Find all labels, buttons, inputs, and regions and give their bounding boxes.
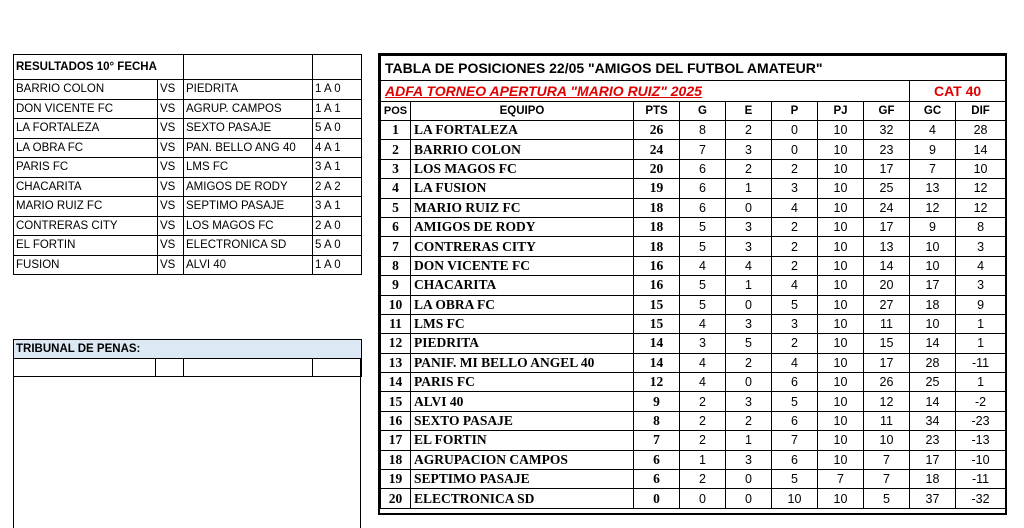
standing-gf: 11 (864, 314, 910, 333)
result-vs: VS (158, 177, 184, 197)
result-away-team: AGRUP. CAMPOS (184, 99, 313, 119)
standing-pj: 10 (818, 121, 864, 140)
standing-dif: 12 (956, 198, 1006, 217)
standing-p: 2 (772, 159, 818, 178)
result-score: 3 A 1 (313, 197, 362, 217)
standing-p: 4 (772, 276, 818, 295)
standing-team: SEPTIMO PASAJE (411, 470, 634, 489)
standing-pos: 13 (381, 353, 411, 372)
result-vs: VS (158, 236, 184, 256)
standing-e: 5 (726, 334, 772, 353)
result-row (14, 255, 362, 275)
standing-pos: 17 (381, 431, 411, 450)
standing-gf: 17 (864, 217, 910, 236)
standing-pj: 10 (818, 334, 864, 353)
standing-g: 4 (680, 373, 726, 392)
standing-gc: 18 (910, 470, 956, 489)
standing-p: 4 (772, 198, 818, 217)
standing-dif: 4 (956, 256, 1006, 275)
standing-p: 5 (772, 295, 818, 314)
standing-dif: -13 (956, 431, 1006, 450)
standing-gf: 17 (864, 353, 910, 372)
standing-gc: 25 (910, 373, 956, 392)
standing-dif: -32 (956, 489, 1006, 508)
standing-pj: 10 (818, 411, 864, 430)
standing-pj: 10 (818, 140, 864, 159)
standing-e: 3 (726, 314, 772, 333)
standing-e: 3 (726, 450, 772, 469)
standing-team: MARIO RUIZ FC (411, 198, 634, 217)
standing-row (381, 431, 1006, 450)
standing-row (381, 489, 1006, 508)
standing-team: LOS MAGOS FC (411, 159, 634, 178)
standing-pts: 19 (634, 179, 680, 198)
standing-g: 3 (680, 334, 726, 353)
result-away-team: LOS MAGOS FC (184, 216, 313, 236)
standing-pts: 15 (634, 295, 680, 314)
result-score: 2 A 2 (313, 177, 362, 197)
result-home-team: LA OBRA FC (14, 138, 158, 158)
standing-p: 2 (772, 256, 818, 275)
result-vs: VS (158, 197, 184, 217)
standing-p: 6 (772, 450, 818, 469)
result-row (14, 216, 362, 236)
standing-gf: 5 (864, 489, 910, 508)
result-row (14, 197, 362, 217)
standing-gf: 7 (864, 470, 910, 489)
standing-pts: 16 (634, 276, 680, 295)
standing-row (381, 198, 1006, 217)
result-row (14, 119, 362, 139)
standing-e: 1 (726, 276, 772, 295)
standing-pos: 10 (381, 295, 411, 314)
standing-pj: 10 (818, 256, 864, 275)
standing-pos: 15 (381, 392, 411, 411)
standing-pts: 7 (634, 431, 680, 450)
standing-p: 3 (772, 314, 818, 333)
standing-gc: 14 (910, 334, 956, 353)
standing-pj: 10 (818, 450, 864, 469)
standing-gf: 10 (864, 431, 910, 450)
result-score: 2 A 0 (313, 216, 362, 236)
standing-e: 0 (726, 470, 772, 489)
standing-gc: 9 (910, 140, 956, 159)
standing-e: 2 (726, 159, 772, 178)
result-home-team: MARIO RUIZ FC (14, 197, 158, 217)
standing-pos: 14 (381, 373, 411, 392)
standing-p: 10 (772, 489, 818, 508)
standing-pj: 10 (818, 198, 864, 217)
standing-gc: 17 (910, 450, 956, 469)
standing-g: 6 (680, 159, 726, 178)
standing-row (381, 314, 1006, 333)
standing-gf: 23 (864, 140, 910, 159)
standing-gf: 12 (864, 392, 910, 411)
standing-e: 3 (726, 140, 772, 159)
standing-gf: 14 (864, 256, 910, 275)
column-header: PJ (818, 102, 864, 121)
standing-gf: 25 (864, 179, 910, 198)
standing-p: 0 (772, 140, 818, 159)
result-away-team: LMS FC (184, 158, 313, 178)
column-header: DIF (956, 102, 1006, 121)
standing-gf: 26 (864, 373, 910, 392)
standing-gf: 15 (864, 334, 910, 353)
standing-pos: 7 (381, 237, 411, 256)
result-row (14, 236, 362, 256)
standings-title: TABLA DE POSICIONES 22/05 "AMIGOS DEL FUTBOL AMATEUR" (381, 56, 1006, 81)
column-header: GC (910, 102, 956, 121)
standing-e: 0 (726, 489, 772, 508)
standing-pos: 19 (381, 470, 411, 489)
standing-g: 2 (680, 470, 726, 489)
standing-pos: 9 (381, 276, 411, 295)
standing-team: BARRIO COLON (411, 140, 634, 159)
result-away-team: ALVI 40 (184, 255, 313, 275)
standing-pj: 10 (818, 295, 864, 314)
result-away-team: PAN. BELLO ANG 40 (184, 138, 313, 158)
standing-pts: 14 (634, 334, 680, 353)
result-vs: VS (158, 99, 184, 119)
standing-e: 0 (726, 198, 772, 217)
standing-e: 1 (726, 431, 772, 450)
result-row (14, 80, 362, 100)
result-score: 3 A 1 (313, 158, 362, 178)
result-vs: VS (158, 119, 184, 139)
standing-row (381, 237, 1006, 256)
standing-row (381, 121, 1006, 140)
standing-row (381, 353, 1006, 372)
result-vs: VS (158, 80, 184, 100)
standing-pos: 8 (381, 256, 411, 275)
result-away-team: PIEDRITA (184, 80, 313, 100)
standing-team: LA FORTALEZA (411, 121, 634, 140)
tribunal-title: TRIBUNAL DE PENAS: (14, 340, 362, 359)
standing-pos: 18 (381, 450, 411, 469)
standing-pts: 18 (634, 217, 680, 236)
standing-p: 0 (772, 121, 818, 140)
standing-p: 4 (772, 353, 818, 372)
standing-dif: -11 (956, 470, 1006, 489)
standing-pj: 10 (818, 314, 864, 333)
standing-gc: 23 (910, 431, 956, 450)
standing-gc: 10 (910, 256, 956, 275)
standing-p: 7 (772, 431, 818, 450)
result-home-team: PARIS FC (14, 158, 158, 178)
standing-e: 3 (726, 217, 772, 236)
result-home-team: EL FORTIN (14, 236, 158, 256)
standing-gf: 32 (864, 121, 910, 140)
standing-row (381, 140, 1006, 159)
standing-row (381, 256, 1006, 275)
standing-team: LA FUSION (411, 179, 634, 198)
column-header: E (726, 102, 772, 121)
result-home-team: BARRIO COLON (14, 80, 158, 100)
standing-dif: -11 (956, 353, 1006, 372)
column-header-row (381, 102, 1006, 121)
standing-p: 6 (772, 411, 818, 430)
result-home-team: CHACARITA (14, 177, 158, 197)
result-home-team: CONTRERAS CITY (14, 216, 158, 236)
standing-pts: 6 (634, 450, 680, 469)
category-label: CAT 40 (910, 81, 1006, 102)
standing-dif: -23 (956, 411, 1006, 430)
standing-row (381, 217, 1006, 236)
standing-p: 2 (772, 237, 818, 256)
result-vs: VS (158, 158, 184, 178)
standing-g: 1 (680, 450, 726, 469)
standing-team: LA OBRA FC (411, 295, 634, 314)
standing-gf: 7 (864, 450, 910, 469)
column-header: G (680, 102, 726, 121)
standing-dif: 28 (956, 121, 1006, 140)
standing-team: CHACARITA (411, 276, 634, 295)
standing-pos: 2 (381, 140, 411, 159)
standing-team: PIEDRITA (411, 334, 634, 353)
result-away-team: SEXTO PASAJE (184, 119, 313, 139)
standing-pts: 12 (634, 373, 680, 392)
standing-team: PANIF. MI BELLO ANGEL 40 (411, 353, 634, 372)
standing-gf: 11 (864, 411, 910, 430)
standing-gc: 9 (910, 217, 956, 236)
standing-row (381, 470, 1006, 489)
standing-pj: 10 (818, 276, 864, 295)
column-header: GF (864, 102, 910, 121)
standing-pts: 18 (634, 237, 680, 256)
standing-pj: 10 (818, 159, 864, 178)
standing-g: 4 (680, 256, 726, 275)
results-table (13, 54, 362, 275)
standing-pts: 20 (634, 159, 680, 178)
standing-team: LMS FC (411, 314, 634, 333)
result-row (14, 158, 362, 178)
standing-row (381, 179, 1006, 198)
result-row (14, 99, 362, 119)
column-header: EQUIPO (411, 102, 634, 121)
standing-pj: 10 (818, 489, 864, 508)
standing-dif: -2 (956, 392, 1006, 411)
result-score: 5 A 0 (313, 236, 362, 256)
standing-team: AMIGOS DE RODY (411, 217, 634, 236)
standing-gf: 27 (864, 295, 910, 314)
result-home-team: DON VICENTE FC (14, 99, 158, 119)
standing-row (381, 392, 1006, 411)
standing-gc: 10 (910, 237, 956, 256)
standing-g: 2 (680, 411, 726, 430)
standing-g: 4 (680, 314, 726, 333)
standing-dif: 8 (956, 217, 1006, 236)
standing-g: 4 (680, 353, 726, 372)
standing-row (381, 411, 1006, 430)
standing-pos: 3 (381, 159, 411, 178)
result-score: 4 A 1 (313, 138, 362, 158)
standing-gc: 14 (910, 392, 956, 411)
standing-dif: 9 (956, 295, 1006, 314)
standing-g: 7 (680, 140, 726, 159)
standing-pos: 5 (381, 198, 411, 217)
standing-pos: 11 (381, 314, 411, 333)
standing-team: SEXTO PASAJE (411, 411, 634, 430)
standing-row (381, 373, 1006, 392)
standing-g: 2 (680, 392, 726, 411)
standing-pos: 6 (381, 217, 411, 236)
standing-p: 3 (772, 179, 818, 198)
standing-p: 6 (772, 373, 818, 392)
standing-pj: 7 (818, 470, 864, 489)
standing-pts: 18 (634, 198, 680, 217)
standing-dif: 3 (956, 276, 1006, 295)
standing-gc: 12 (910, 198, 956, 217)
standing-pts: 16 (634, 256, 680, 275)
result-score: 1 A 0 (313, 255, 362, 275)
result-vs: VS (158, 138, 184, 158)
column-header: PTS (634, 102, 680, 121)
tribunal-panel (13, 339, 361, 528)
standing-pj: 10 (818, 217, 864, 236)
standing-pts: 0 (634, 489, 680, 508)
standing-dif: 14 (956, 140, 1006, 159)
standing-e: 0 (726, 373, 772, 392)
standings-table (380, 55, 1006, 509)
standing-gc: 28 (910, 353, 956, 372)
standing-pts: 9 (634, 392, 680, 411)
standing-e: 2 (726, 121, 772, 140)
standing-pos: 4 (381, 179, 411, 198)
standing-e: 0 (726, 295, 772, 314)
result-away-team: ELECTRONICA SD (184, 236, 313, 256)
result-vs: VS (158, 216, 184, 236)
standing-pos: 12 (381, 334, 411, 353)
result-row (14, 138, 362, 158)
standing-team: AGRUPACION CAMPOS (411, 450, 634, 469)
standing-team: CONTRERAS CITY (411, 237, 634, 256)
result-score: 1 A 1 (313, 99, 362, 119)
standing-g: 0 (680, 489, 726, 508)
standing-row (381, 450, 1006, 469)
standing-gc: 18 (910, 295, 956, 314)
standing-e: 2 (726, 411, 772, 430)
standing-p: 2 (772, 334, 818, 353)
standing-team: PARIS FC (411, 373, 634, 392)
standing-pos: 16 (381, 411, 411, 430)
standing-team: ELECTRONICA SD (411, 489, 634, 508)
standing-gc: 7 (910, 159, 956, 178)
standing-pj: 10 (818, 373, 864, 392)
standing-row (381, 276, 1006, 295)
standing-pj: 10 (818, 392, 864, 411)
standing-g: 5 (680, 237, 726, 256)
standing-dif: 12 (956, 179, 1006, 198)
standing-team: ALVI 40 (411, 392, 634, 411)
result-vs: VS (158, 255, 184, 275)
standing-pj: 10 (818, 353, 864, 372)
standing-gc: 17 (910, 276, 956, 295)
result-score: 5 A 0 (313, 119, 362, 139)
result-away-team: AMIGOS DE RODY (184, 177, 313, 197)
standing-pts: 26 (634, 121, 680, 140)
standing-dif: 10 (956, 159, 1006, 178)
results-title: RESULTADOS 10° FECHA (14, 55, 184, 80)
standing-pos: 20 (381, 489, 411, 508)
standing-gc: 10 (910, 314, 956, 333)
tribunal-table (13, 339, 362, 377)
standing-row (381, 295, 1006, 314)
standing-gf: 13 (864, 237, 910, 256)
standing-row (381, 334, 1006, 353)
standing-p: 5 (772, 392, 818, 411)
standing-pts: 15 (634, 314, 680, 333)
standing-g: 6 (680, 179, 726, 198)
results-header-row (14, 55, 362, 80)
standings-panel (378, 53, 1007, 515)
standing-gf: 20 (864, 276, 910, 295)
standing-pts: 6 (634, 470, 680, 489)
column-header: POS (381, 102, 411, 121)
standing-pts: 24 (634, 140, 680, 159)
standing-row (381, 159, 1006, 178)
standing-pj: 10 (818, 179, 864, 198)
standing-dif: 1 (956, 334, 1006, 353)
result-score: 1 A 0 (313, 80, 362, 100)
standing-dif: -10 (956, 450, 1006, 469)
standing-e: 1 (726, 179, 772, 198)
standing-e: 4 (726, 256, 772, 275)
standing-dif: 1 (956, 373, 1006, 392)
standing-team: EL FORTIN (411, 431, 634, 450)
standing-gc: 34 (910, 411, 956, 430)
standing-gc: 13 (910, 179, 956, 198)
standing-p: 2 (772, 217, 818, 236)
tournament-name: ADFA TORNEO APERTURA "MARIO RUIZ" 2025 (381, 81, 910, 102)
standing-e: 3 (726, 392, 772, 411)
standing-p: 5 (772, 470, 818, 489)
standing-gc: 37 (910, 489, 956, 508)
standing-e: 3 (726, 237, 772, 256)
standing-dif: 1 (956, 314, 1006, 333)
standing-pts: 14 (634, 353, 680, 372)
result-row (14, 177, 362, 197)
standing-g: 5 (680, 295, 726, 314)
standing-team: DON VICENTE FC (411, 256, 634, 275)
standing-pts: 8 (634, 411, 680, 430)
standing-gf: 17 (864, 159, 910, 178)
standing-g: 2 (680, 431, 726, 450)
standing-pj: 10 (818, 237, 864, 256)
standing-g: 6 (680, 198, 726, 217)
result-home-team: FUSION (14, 255, 158, 275)
standing-e: 2 (726, 353, 772, 372)
standing-pj: 10 (818, 431, 864, 450)
standing-gc: 4 (910, 121, 956, 140)
standing-g: 5 (680, 276, 726, 295)
standing-g: 5 (680, 217, 726, 236)
standing-pos: 1 (381, 121, 411, 140)
standing-dif: 3 (956, 237, 1006, 256)
result-away-team: SEPTIMO PASAJE (184, 197, 313, 217)
result-home-team: LA FORTALEZA (14, 119, 158, 139)
standing-gf: 24 (864, 198, 910, 217)
standing-g: 8 (680, 121, 726, 140)
column-header: P (772, 102, 818, 121)
